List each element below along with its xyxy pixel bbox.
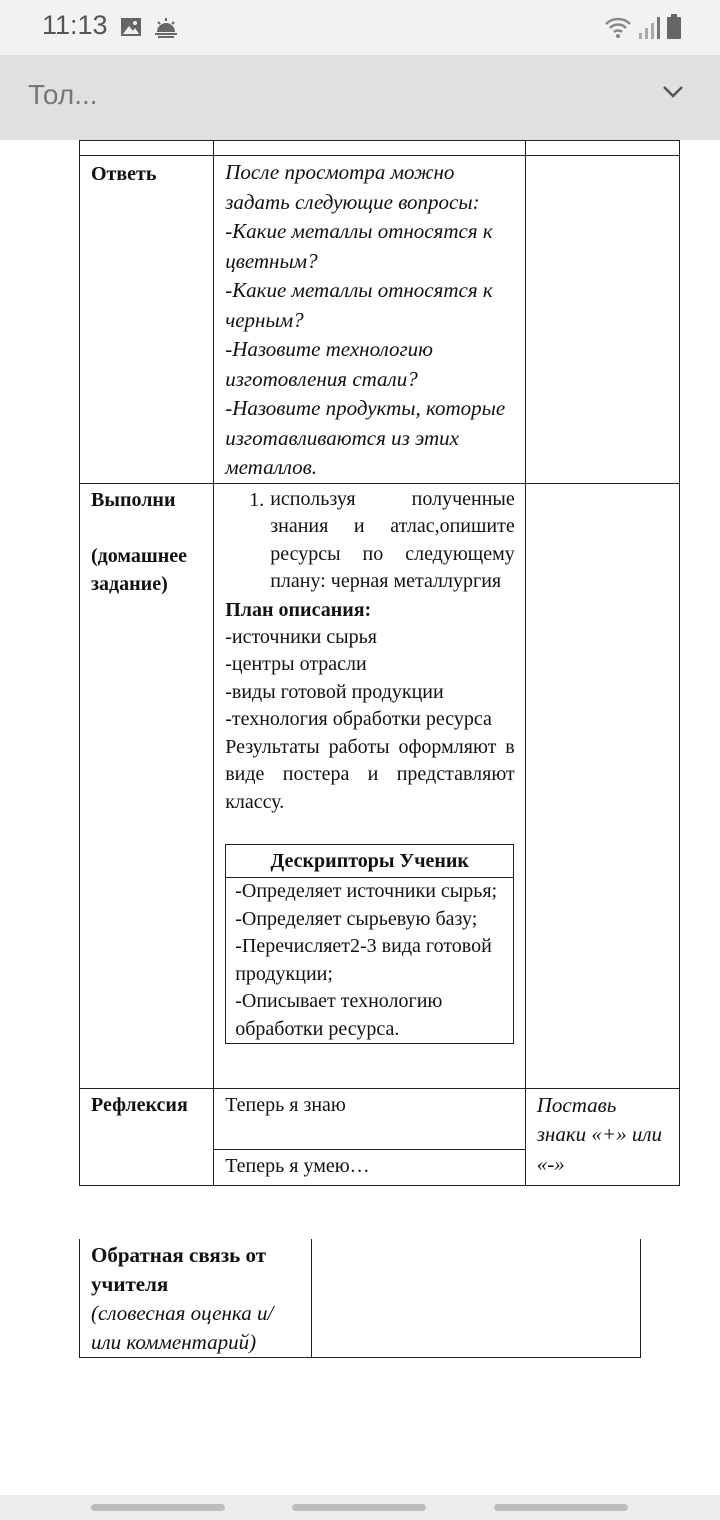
document-title: Тол... <box>28 79 98 110</box>
descriptor-box <box>225 844 514 1044</box>
table-row-otvet <box>80 156 680 484</box>
status-icons-right <box>604 14 682 45</box>
feedback-subtitle: (словесная оценка и/или комментарий) <box>91 1301 274 1354</box>
nav-pill-left[interactable] <box>91 1504 225 1511</box>
descriptor-item: -Перечисляет2-3 вида готовой продукции; <box>235 935 492 985</box>
status-time: 11:13 <box>42 10 108 40</box>
status-icons-left <box>120 16 178 43</box>
row-label-homework: (домашнее задание) <box>91 544 188 595</box>
result-text: Результаты работы оформляют в виде постера и представляют классу. <box>225 735 515 813</box>
otvet-line: -Назовите технологию изготовления стали? <box>225 337 433 391</box>
app-bar <box>0 55 720 140</box>
chevron-down-icon[interactable] <box>662 85 684 104</box>
plan-item: -виды готовой продукции <box>225 680 444 703</box>
nav-pill-right[interactable] <box>494 1504 628 1511</box>
plan-item: -технология обработки ресурса <box>225 708 492 730</box>
reflection-can: Теперь я умею… <box>225 1154 370 1177</box>
plan-item: -источники сырья <box>225 625 377 648</box>
table-row-top-partial <box>80 141 680 156</box>
descriptor-header: Дескрипторы Ученик <box>226 845 513 878</box>
nav-pill-center[interactable] <box>292 1504 426 1511</box>
feedback-row <box>80 1239 641 1358</box>
task-text: используя полученные знания и атлас,опишите ресурсы по следующему плану: черная металлургия <box>270 487 515 592</box>
otvet-line: -Какие металлы относятся к черным? <box>225 278 493 332</box>
feedback-table <box>79 1239 641 1358</box>
otvet-line: -Назовите продукты, которые изготавливаются из этих металлов. <box>225 396 506 479</box>
otvet-line: -Какие металлы относятся к цветным? <box>225 219 493 273</box>
status-bar <box>0 0 720 55</box>
row-label-refleksiya: Рефлексия <box>91 1093 188 1116</box>
descriptor-item: -Определяет сырьевую базу; <box>235 907 478 930</box>
lesson-table <box>79 140 680 1186</box>
signal-icon <box>638 16 660 45</box>
image-icon <box>120 16 142 43</box>
plan-item: -центры отрасли <box>225 653 367 675</box>
row-label-otvet: Ответь <box>91 163 157 185</box>
table-row-refleksiya <box>80 1088 680 1185</box>
feedback-title: Обратная связь от учителя <box>91 1243 267 1296</box>
document-page <box>0 140 720 1495</box>
weather-icon <box>154 16 178 43</box>
plan-title: План описания: <box>225 598 372 621</box>
otvet-questions <box>214 156 525 483</box>
table-row-vypolni <box>80 483 680 1088</box>
navigation-bar <box>0 1495 720 1520</box>
plan-list <box>214 624 525 734</box>
wifi-icon <box>604 16 632 45</box>
battery-icon <box>666 14 682 45</box>
reflection-instruction: Поставь знаки «+» или «-» <box>536 1092 662 1176</box>
reflection-know: Теперь я знаю <box>214 1089 525 1150</box>
otvet-line: После просмотра можно задать следующие вопросы: <box>225 160 480 214</box>
descriptor-list <box>226 878 513 1043</box>
task-number: 1. <box>249 488 265 511</box>
descriptor-item: -Описывает технологию обработки ресурса. <box>235 990 443 1040</box>
descriptor-item: -Определяет источники сырья; <box>235 880 498 902</box>
task-item <box>214 484 525 596</box>
row-label-vypolni: Выполни <box>91 488 176 511</box>
